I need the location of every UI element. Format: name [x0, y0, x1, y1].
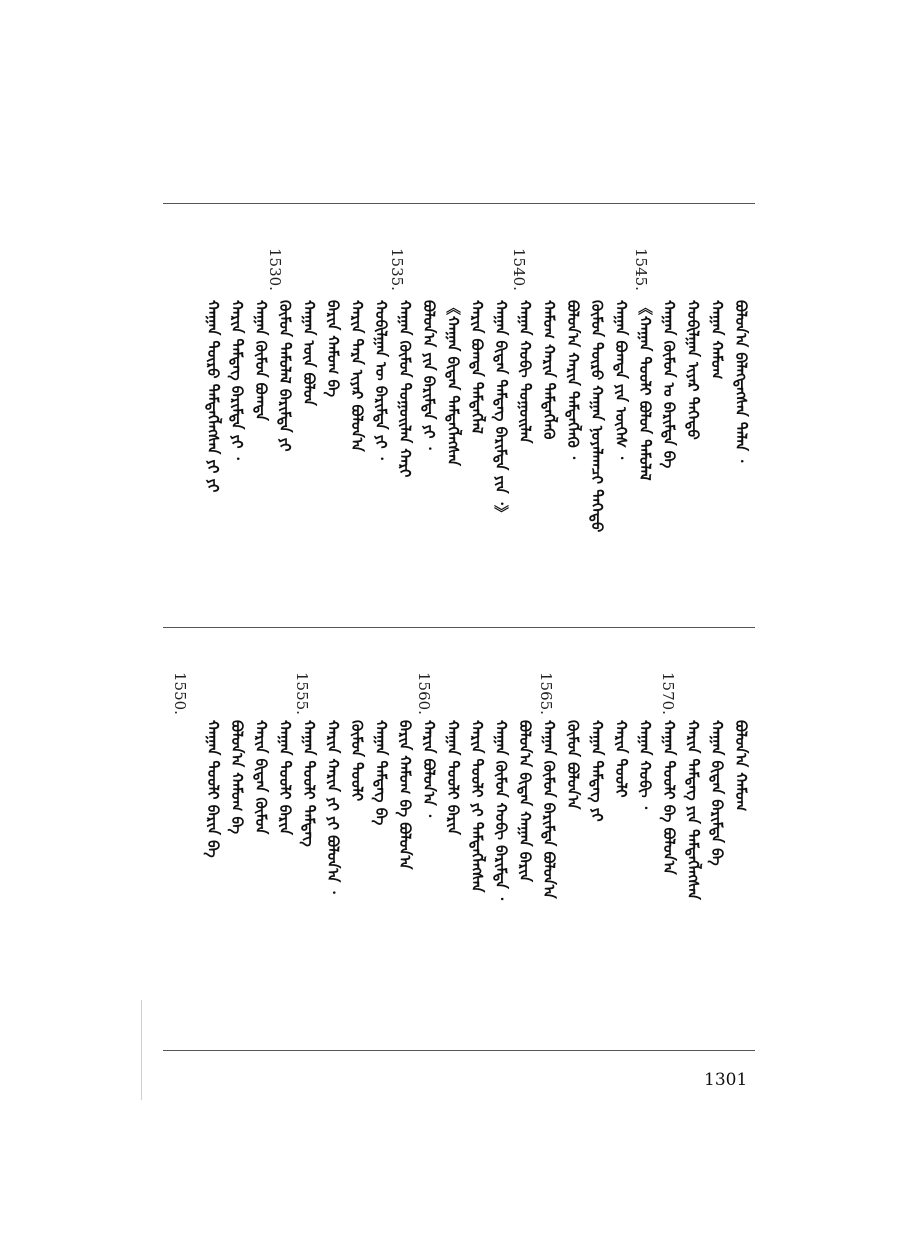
- verse-line: ᠬᠠᠮᠤᠭ ᠬᠠᠷᠢᠨ ᠲᠡᠮᠳᠡᠭᠯᠡᠬᠦ: [540, 300, 558, 440]
- verse-line: ᠬᠠᠭᠠᠨ ᠳᠤᠤᠯᠢ ᠲᠡᠮᠳᠡᠭ: [300, 720, 318, 847]
- verse-line: ᠬᠠᠷᠢᠨ ᠪᠢᠳᠡᠨ ᠬᠦᠮᠦᠨ: [252, 720, 270, 835]
- verse-line: ᠬᠠᠭᠠᠨ ᠬᠠᠮᠤᠭ: [708, 300, 726, 380]
- verse-line: ᠬᠦᠮᠦᠨ ᠲᠥᠷᠦ ᠬᠠᠭᠠᠨ ᠨᠣᠶᠠᠯᠠᠭᠴᠢ ᠳᠡᠭᠡᠳᠦ: [588, 300, 606, 533]
- verse-line: ᠬᠠᠷᠢᠨ ᠲᠡᠮᠳᠡᠭ ᠶᠢᠨ ᠲᠡᠮᠳᠡᠭᠯᠡᠭᠰᠡᠨ: [684, 720, 702, 900]
- verse-line: ᠬᠠᠭᠠᠨ ᠳᠤᠤᠯᠢ ᠪᠠᠷᠢᠨ: [276, 720, 294, 835]
- verse-line: ᠬᠠᠭᠠᠨ ᠳᠤᠤᠯᠢ ᠪᠠ ᠪᠣᠯᠤᠨ᠎ᠠ: [660, 720, 678, 875]
- verse-line: ᠬᠠᠭᠠᠨ ᠬᠦᠮᠦᠨ ᠪᠣᠭᠳᠠ: [252, 300, 270, 421]
- verse-line: ᠬᠠᠭᠠᠨ ᠦᠨ ᠪᠣᠯᠤᠨ: [300, 300, 318, 406]
- verse-line: ᠬᠠᠭᠠᠨ ᠬᠤᠪᠢ ᠂: [636, 720, 654, 809]
- verse-line: ᠬᠣᠪᠢᠯᠭᠠᠨ ᠦ ᠪᠠᠷᠢᠮᠲᠠ ᠶᠢ ᠂: [372, 300, 390, 460]
- verse-line: ᠬᠠᠭᠠᠨ ᠬᠦᠮᠦᠨ ᠳᠤᠭᠤᠢᠯᠠᠨ ᠬᠠᠷᠢ: [396, 300, 414, 478]
- bottom-rule: [163, 1050, 755, 1051]
- verse-line: ᠬᠠᠷᠢᠨ ᠲᠡᠮᠳᠡᠭ ᠪᠠᠷᠢᠮᠲᠠ ᠶᠢ ᠂: [228, 300, 246, 460]
- verse-line: ᠬᠠᠭᠠᠨ ᠬᠦᠮᠦᠨ ᠪᠠᠷᠢᠮᠲᠠ ᠪᠣᠯᠤᠨ᠎ᠠ: [540, 720, 558, 899]
- line-number: 1530.: [266, 248, 284, 291]
- verse-line: ᠬᠦᠮᠦᠨ ᠲᠡᠮᠦᠯᠡᠯ ᠪᠠᠷᠢᠮᠲᠠ ᠶᠢ: [276, 300, 294, 452]
- verse-line: ᠬᠠᠷᠢᠨ ᠪᠣᠭᠳᠠ ᠲᠡᠮᠳᠡᠭᠯᠡᠯ: [468, 300, 486, 434]
- verse-line: ᠬᠠᠭᠠᠨ ᠲᠥᠷᠦ ᠲᠡᠮᠳᠡᠭᠯᠡᠭᠰᠡᠨ ᠶᠢ ᠶᠢ: [204, 300, 222, 493]
- line-number: 1535.: [388, 248, 406, 291]
- verse-line: ᠬᠣᠪᠢᠯᠭᠠᠨ ᠢᠶᠠᠷ ᠳᠡᠭᠡᠳᠦ: [684, 300, 702, 440]
- verse-line: ᠪᠣᠯᠤᠨ᠎ᠠ ᠪᠡᠯᠡᠭᠳᠡᠭᠰᠡᠨ ᠳᠠᠯᠠᠨ ᠂: [732, 300, 750, 463]
- line-number: 1565.: [537, 672, 555, 715]
- verse-line: ᠬᠠᠭᠠᠨ ᠲᠡᠮᠳᠡᠭ ᠪᠠ: [372, 720, 390, 826]
- line-number: 1560.: [415, 672, 433, 715]
- verse-line: ᠬᠠᠭᠠᠨ ᠲᠡᠮᠳᠡᠭ ᠶᠢ: [588, 720, 606, 822]
- top-rule: [163, 203, 755, 204]
- page-number: 1301: [704, 1070, 748, 1090]
- verse-line: ᠪᠠᠷᠢᠨ ᠬᠠᠮᠤᠭ ᠪᠠ: [324, 300, 342, 398]
- verse-line: 《ᠬᠠᠭᠠᠨ ᠳᠤᠤᠯᠢ ᠪᠤᠯᠤᠨ ᠲᠡᠮᠦᠯᠡᠯ: [636, 300, 654, 481]
- line-number: 1545.: [632, 248, 650, 291]
- verse-line: ᠬᠠᠭᠠᠨ ᠳᠤᠤᠯᠢ ᠪᠠᠷᠢᠨ: [444, 720, 462, 835]
- line-number: 1570.: [659, 672, 677, 715]
- line-number: 1540.: [510, 248, 528, 291]
- verse-line: ᠬᠠᠷᠢᠨ ᠪᠣᠯᠤᠨ᠎ᠠ ᠂: [420, 720, 438, 818]
- verse-line: ᠬᠠᠭᠠᠨ ᠬᠦᠮᠦᠨ ᠤ ᠪᠠᠷᠢᠮᠲᠠ ᠪᠠ: [660, 300, 678, 469]
- verse-line: ᠬᠠᠭᠠᠨ ᠪᠢᠳᠡᠨ ᠪᠠᠷᠢᠮᠲᠠ ᠪᠠ: [708, 720, 726, 866]
- verse-line: ᠬᠦᠮᠦᠨ ᠪᠣᠯᠤᠨ᠎ᠠ: [564, 720, 582, 810]
- verse-line: ᠬᠠᠷᠢᠨ ᠲᠡᠷᠡ ᠢᠶᠠᠷ ᠪᠣᠯᠤᠨ᠎ᠠ: [348, 300, 366, 452]
- verse-line: ᠬᠠᠭᠠᠨ ᠳᠤᠤᠯᠢ ᠪᠠᠷᠢᠨ ᠪᠠ: [204, 720, 222, 858]
- verse-line: ᠪᠣᠯᠤᠨ᠎ᠠ ᠬᠠᠮᠤᠭ ᠪᠠ: [228, 720, 246, 835]
- verse-line: ᠪᠤᠯᠤᠨ᠎ᠠ ᠬᠠᠷᠢᠨ ᠲᠡᠮᠳᠡᠭᠯᠡᠬᠦ ᠂: [564, 300, 582, 460]
- verse-line: ᠬᠠᠭᠠᠨ ᠪᠣᠭᠳᠠ ᠶᠢᠨ ᠦᠭᠡᠰ ᠂: [612, 300, 630, 460]
- verse-line: ᠬᠠᠷᠢᠨ ᠬᠠᠷᠢᠨ ᠶᠢ ᠶᠢ ᠪᠣᠯᠤᠨ᠎ᠠ ᠂: [324, 720, 342, 894]
- verse-line: ᠪᠣᠯᠤᠨ᠎ᠠ ᠶᠢᠨ ᠪᠠᠷᠢᠮᠲᠠ ᠶᠢ ᠂: [420, 300, 438, 450]
- line-number: 1555.: [293, 672, 311, 715]
- middle-rule: [163, 627, 755, 628]
- verse-line: ᠬᠦᠮᠦᠨ ᠳᠤᠤᠯᠢ: [348, 720, 366, 802]
- verse-line: ᠪᠠᠷᠢᠨ ᠬᠠᠮᠤᠭ ᠪᠠ ᠪᠣᠯᠤᠨ᠎ᠠ: [396, 720, 414, 870]
- verse-line: ᠪᠣᠯᠤᠨ᠎ᠠ ᠬᠠᠮᠤᠭ: [732, 720, 750, 812]
- page-edge-shadow: [141, 1000, 142, 1100]
- verse-line: 《ᠬᠠᠭᠠᠨ ᠪᠢᠳᠡᠨ ᠲᠡᠮᠳᠡᠭᠯᠡᠭᠰᠡᠨ: [444, 300, 462, 466]
- verse-line: ᠬᠠᠷᠢᠨ ᠳᠤᠤᠯᠢ: [612, 720, 630, 798]
- verse-line: ᠬᠠᠷᠢᠨ ᠳᠤᠤᠯᠢ ᠶᠢ ᠲᠡᠮᠳᠡᠭᠯᠡᠭᠰᠡᠨ: [468, 720, 486, 893]
- verse-line: ᠬᠠᠭᠠᠨ ᠬᠦᠮᠦᠨ ᠬᠤᠪᠢ ᠪᠠᠷᠢᠮᠲᠠ ᠂: [492, 720, 510, 901]
- verse-line: ᠬᠠᠭᠠᠨ ᠬᠤᠪᠢ ᠳᠤᠭᠤᠢᠯᠠᠨ: [516, 300, 534, 444]
- line-number: 1550.: [171, 672, 189, 715]
- verse-line: ᠪᠣᠯᠤᠨ᠎ᠠ ᠪᠢᠳᠡᠨ ᠬᠠᠭᠠᠨ ᠪᠠᠷᠢᠨ: [516, 720, 534, 882]
- verse-line: ᠬᠠᠭᠠᠨ ᠪᠢᠳᠡᠨ ᠲᠡᠮᠳᠡᠭ ᠪᠠᠷᠢᠮᠲᠠ ᠶᠢᠨ ᠂》: [492, 300, 510, 521]
